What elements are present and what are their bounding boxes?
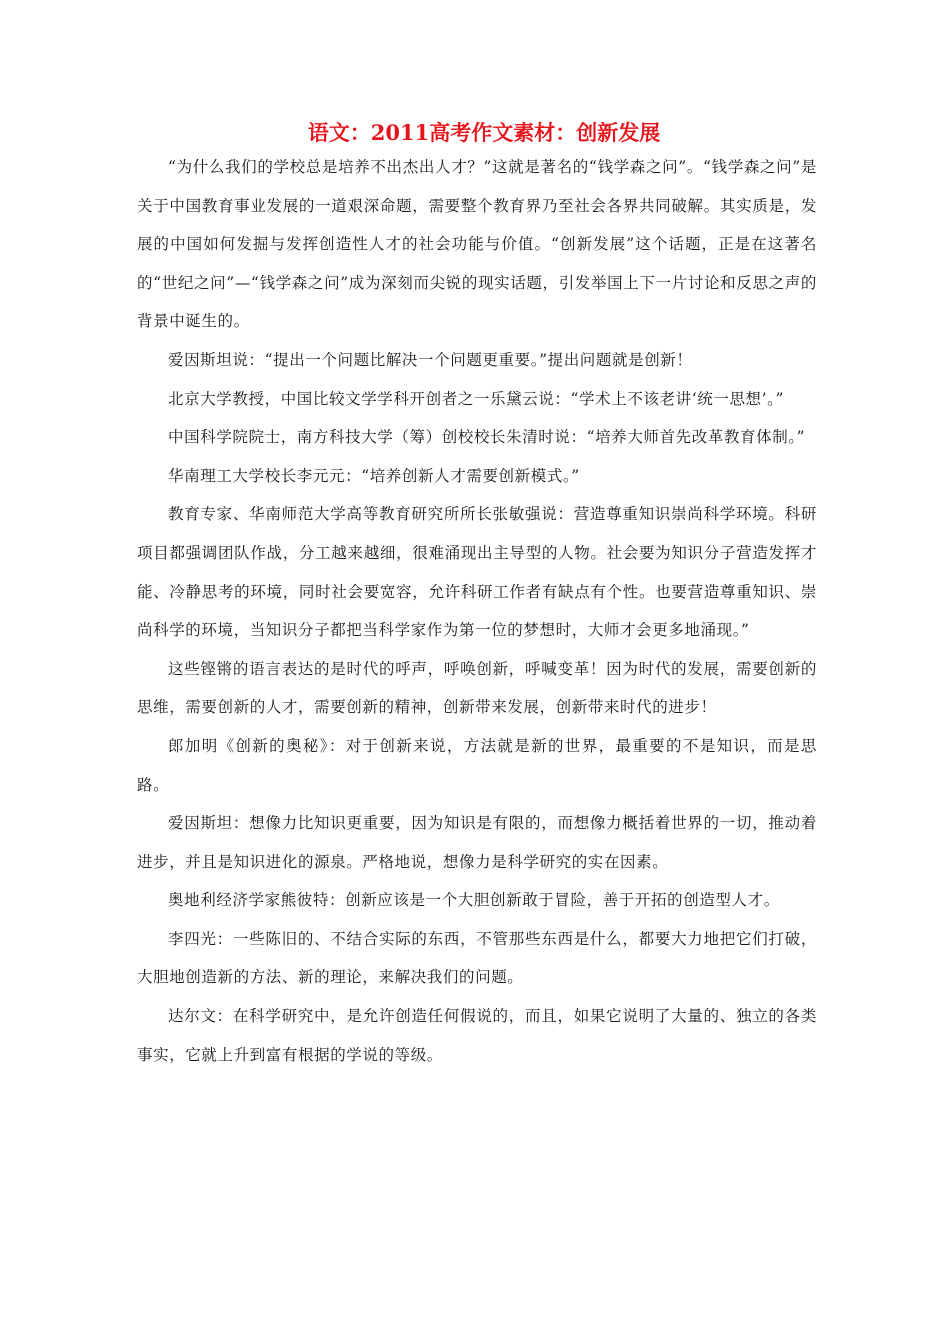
- paragraph-schumpeter: 奥地利经济学家熊彼特：创新应该是一个大胆创新敢于冒险，善于开拓的创造型人才。: [168, 891, 780, 910]
- paragraph-qian-xuesen-question: “为什么我们的学校总是培养不出杰出人才？”这就是著名的“钱学森之问”。“钱学森之问”是关于中国教育事业发展的一道艰深命题，需要整个教育界乃至社会各界共同破解。其实质是，发展的中国如何发掘与发挥创造性人才的社会功能与价值。“创新发展”这个话题，正是在这著名的“世纪之问”—“钱学森之问”成为深刻而尖锐的现实话题，引发举国上下一片讨论和反思之声的背景中诞生的。: [137, 158, 817, 331]
- paragraph-darwin: 达尔文：在科学研究中，是允许创造任何假说的，而且，如果它说明了大量的、独立的各类事实，它就上升到富有根据的学说的等级。: [137, 1007, 817, 1064]
- document-title: 语文：2011高考作文素材：创新发展: [307, 120, 661, 145]
- paragraph-einstein-imagination: 爱因斯坦：想像力比知识更重要，因为知识是有限的，而想像力概括着世界的一切，推动着进步，并且是知识进化的源泉。严格地说，想像力是科学研究的实在因素。: [137, 814, 817, 871]
- document-body: [137, 118, 817, 1074]
- paragraph-einstein-question: 爱因斯坦说：“提出一个问题比解决一个问题更重要。”提出问题就是创新！: [168, 350, 693, 369]
- paragraph-li-yuanyuan: 华南理工大学校长李元元：“培养创新人才需要创新模式。”: [168, 466, 580, 485]
- paragraph-li-siguang: 李四光：一些陈旧的、不结合实际的东西，不管那些东西是什么，都要大力地把它们打破，大胆地创造新的方法、新的理论，来解决我们的问题。: [137, 929, 817, 987]
- paragraph-lang-jiaming: 郎加明《创新的奥秘》：对于创新来说，方法就是新的世界，最重要的不是知识，而是思路。: [137, 736, 817, 794]
- paragraph-yue-daiyun: 北京大学教授，中国比较文学学科开创者之一乐黛云说：“学术上不该老讲‘统一思想’。”: [168, 389, 785, 408]
- paragraph-zhu-qingshi: 中国科学院院士，南方科技大学（筹）创校校长朱清时说：“培养大师首先改革教育体制。”: [168, 428, 806, 447]
- paragraph-voice-of-era: 这些铿锵的语言表达的是时代的呼声，呼唤创新，呼喊变革！因为时代的发展，需要创新的思维，需要创新的人才，需要创新的精神，创新带来发展，创新带来时代的进步！: [137, 659, 817, 717]
- paragraph-zhang-minqiang: 教育专家、华南师范大学高等教育研究所所长张敏强说：营造尊重知识崇尚科学环境。科研项目都强调团队作战，分工越来越细，很难涌现出主导型的人物。社会要为知识分子营造发挥才能、冷静思考的环境，同时社会要宽容，允许科研工作者有缺点有个性。也要营造尊重知识、崇尚科学的环境，当知识分子都把当科学家作为第一位的梦想时，大师才会更多地涌现。”: [137, 505, 817, 640]
